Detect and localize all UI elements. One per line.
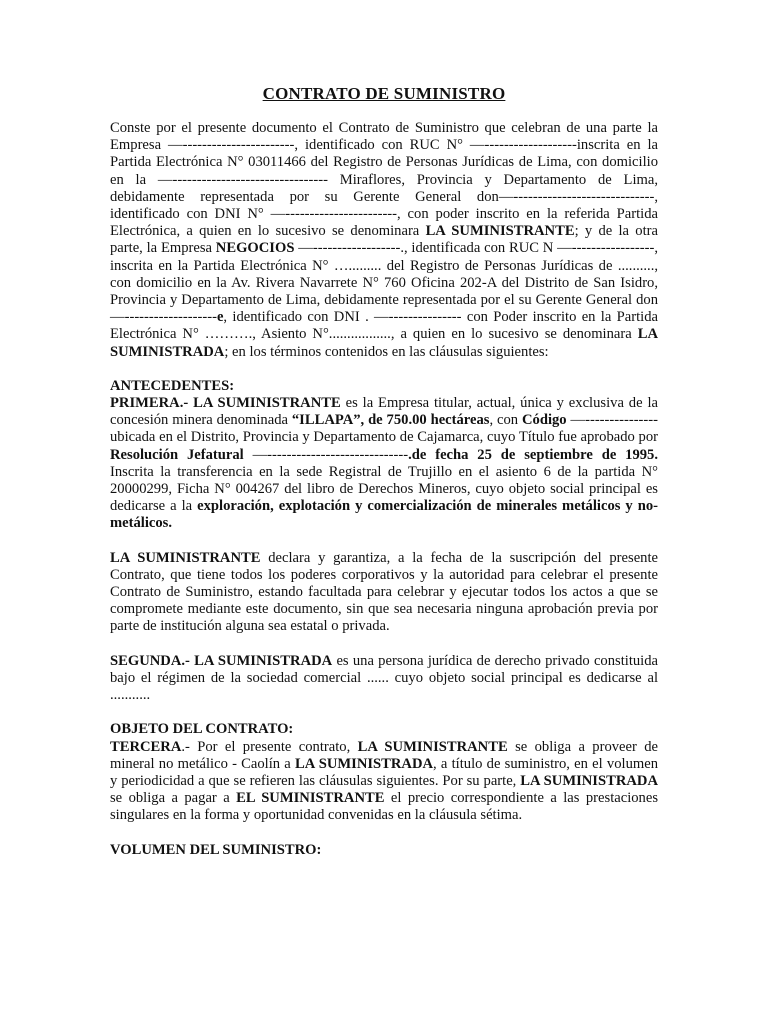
spacer	[110, 636, 658, 653]
primera-text-2: , con	[489, 412, 522, 429]
primera-bold-4: Resolución Jefatural	[110, 446, 244, 463]
primera-bold-3: Código	[522, 412, 567, 429]
primera-bold-1: PRIMERA.- LA SUMINISTRANTE	[110, 395, 341, 412]
intro-text-5: ; en los términos contenidos en las cláusulas siguientes:	[224, 343, 549, 360]
primera-text-4: —-----------------------------	[243, 446, 409, 463]
tercera-text-2: se obliga a proveer de mineral no metálico - Caolín a	[110, 738, 658, 772]
primera-text-1: es la Empresa titular, actual, única y exclusiva de la concesión minera denominada	[110, 395, 658, 429]
primera-bold-6: exploración, explotación y comercialización de minerales metálicos y no-metálicos.	[110, 498, 658, 532]
segunda-bold-1: SEGUNDA.- LA SUMINISTRADA	[110, 652, 333, 669]
spacer	[110, 704, 658, 721]
paragraph-declara	[110, 550, 658, 636]
primera-text-3: —--------------- ubicada en el Distrito, Provincia y Departamento de Cajamarca, cuyo Título fue aprobado por	[110, 412, 658, 446]
intro-bold-negocios: NEGOCIOS	[215, 240, 295, 257]
intro-bold-suministrante: LA SUMINISTRANTE	[425, 223, 575, 240]
tercera-bold-2: LA SUMINISTRANTE	[357, 738, 508, 755]
declara-bold-1: LA SUMINISTRANTE	[110, 549, 261, 566]
tercera-text-3: , a título de suministro, en el volumen y periodicidad a que se refieren las cláusulas siguientes. Por su parte,	[110, 755, 658, 789]
declara-text-1: declara y garantiza, a la fecha de la suscripción del presente Contrato, que tiene todos los poderes corporativos y la autoridad para celebrar el presente Contrato de Suministro, estando facultada para celebrar y ejecutar todos los actos a que se compromete mediante este documento, sin que sea necesaria ninguna aprobación previa por parte de institución alguna sea estatal o privada.	[110, 549, 658, 635]
tercera-bold-5: EL SUMINISTRANTE	[236, 790, 385, 807]
tercera-text-4: se obliga a pagar a	[110, 790, 237, 807]
spacer	[110, 825, 658, 842]
tercera-text-5: el precio correspondiente a las prestaciones singulares en la forma y oportunidad convenidas en la cláusula sétima.	[110, 790, 659, 824]
primera-text-5: Inscrita la transferencia en la sede Registral de Trujillo en el asiento 6 de la partida N° 20000299, Ficha N° 004267 del libro de Derechos Mineros, cuyo objeto social principal es dedicarse a la	[110, 463, 658, 515]
intro-bold-suministrada: LA SUMINISTRADA	[110, 326, 658, 360]
spacer	[110, 361, 658, 378]
intro-text-3: —------------------., identificada con RUC N —-----------------, inscrita en la Partida Electrónica N° …......... del Registro de Personas Jurídicas de .........., con domicilio en la Av. Rivera Navarrete N° 760 Oficina 202-A del Distrito de San Isidro, Provincia y Departamento de Lima, debidamente representada por el su Gerente General don —-------------------	[110, 240, 658, 326]
primera-bold-2: “ILLAPA”, de 750.00 hectáreas	[291, 412, 490, 429]
intro-bold-e: e	[216, 309, 224, 326]
clause-segunda	[110, 653, 658, 705]
tercera-bold-4: LA SUMINISTRADA	[520, 772, 658, 789]
intro-text-1: Conste por el presente documento el Contrato de Suministro que celebran de una parte la Empresa —-----------------------, identificado con RUC N° —-------------------inscrita en la Partida Electrónica N° 03011466 del Registro de Personas Jurídicas de Lima, con domicilio en la —-------------------------------- Miraflores, Provincia y Departamento de Lima, debidamente representada por su Gerente General don—-----------------------------, identificado con DNI N° —-----------------------, con poder inscrito en la referida Partida Electrónica, a quien en lo sucesivo se denominara	[110, 120, 658, 240]
heading-volumen: VOLUMEN DEL SUMINISTRO:	[110, 841, 322, 858]
tercera-text-1: .- Por el presente contrato,	[181, 738, 358, 755]
tercera-bold-3: LA SUMINISTRADA	[295, 755, 434, 772]
primera-bold-5: .de fecha 25 de septiembre de 1995.	[408, 446, 658, 463]
heading-antecedentes: ANTECEDENTES:	[110, 377, 235, 394]
document-title: CONTRATO DE SUMINISTRO	[262, 84, 506, 103]
spacer	[110, 533, 658, 550]
intro-text-2: ; y de la otra parte, la Empresa	[110, 223, 658, 257]
tercera-bold-1: TERCERA	[110, 738, 182, 755]
intro-paragraph	[110, 120, 658, 361]
intro-text-4: , identificado con DNI . —--------------- con Poder inscrito en la Partida Electrónica N° ………., Asiento N°................., a quien en lo sucesivo se denominara	[110, 309, 658, 343]
heading-objeto: OBJETO DEL CONTRATO:	[110, 721, 294, 738]
clause-primera	[110, 395, 658, 533]
segunda-text-1: es una persona jurídica de derecho privado constituida bajo el régimen de la sociedad comercial ...... cuyo objeto social principal es dedicarse al ...........	[110, 652, 658, 704]
clause-tercera	[110, 739, 658, 825]
